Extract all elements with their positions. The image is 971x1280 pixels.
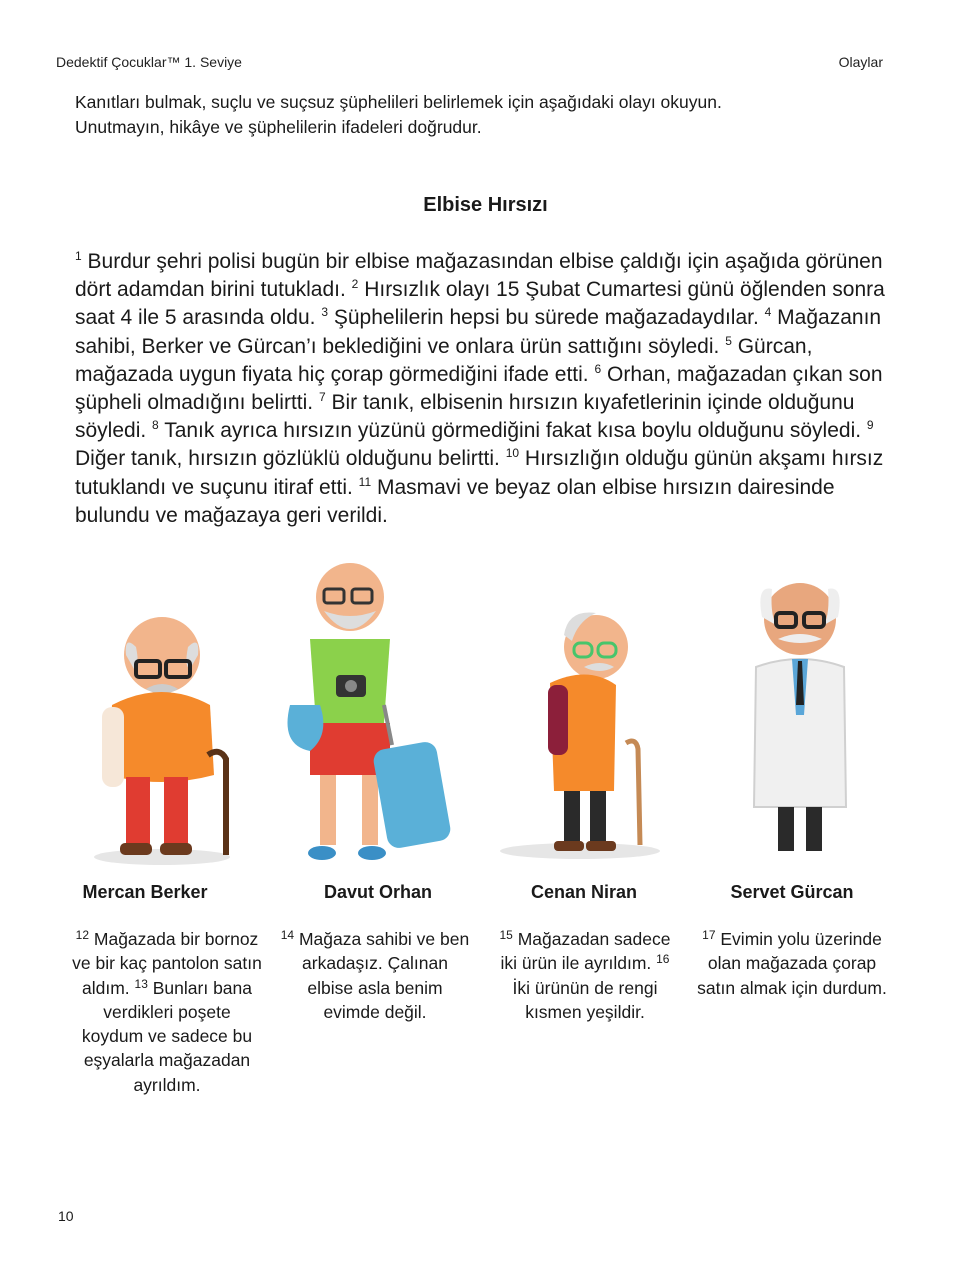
statement-sentence-text: Mağazadan sadece iki ürün ile ayrıldım. bbox=[500, 929, 671, 974]
story-sentence-text: Burdur şehri polisi bugün bir elbise mağazasından elbise çaldığı için aşağıda görünen dört adamdan birini tutukladı. bbox=[75, 250, 883, 302]
story-sentence-number: 5 bbox=[725, 333, 732, 348]
story-sentence-number: 3 bbox=[321, 305, 329, 320]
header-section: Olaylar bbox=[838, 54, 883, 70]
suspect-statement-cenan-niran bbox=[490, 927, 680, 1024]
suspect-3-illustration bbox=[490, 555, 670, 875]
statement-sentence-text: İki ürünün de rengi kısmen yeşildir. bbox=[512, 977, 658, 1022]
suspect-name-mercan-berker: Mercan Berker bbox=[82, 882, 208, 902]
statement-sentence-number: 14 bbox=[280, 928, 295, 942]
statement-sentence-number: 15 bbox=[499, 928, 513, 942]
story-sentence-text: Şüphelilerin hepsi bu sürede mağazadaydılar. bbox=[328, 306, 765, 330]
statement-sentence-number: 12 bbox=[75, 928, 90, 942]
story-sentence-number: 2 bbox=[351, 277, 359, 292]
statement-sentence-text: Evimin yolu üzerinde olan mağazada çorap satın almak için durdum. bbox=[697, 929, 887, 998]
statement-sentence-text: Mağazada bir bornoz ve bir kaç pantolon satın aldım. bbox=[72, 929, 262, 998]
story-text bbox=[75, 248, 895, 530]
suspect-1-illustration bbox=[80, 555, 240, 875]
statement-sentence-number: 13 bbox=[134, 976, 148, 991]
statement-sentence-number: 16 bbox=[656, 952, 670, 967]
story-sentence-number: 9 bbox=[866, 418, 874, 433]
story-sentence-text: Tanık ayrıca hırsızın yüzünü görmediğini fakat kısa boylu olduğunu söyledi. bbox=[158, 419, 867, 443]
story-sentence-number: 11 bbox=[358, 474, 372, 489]
suspect-2-illustration bbox=[280, 555, 460, 875]
instructions bbox=[75, 90, 875, 139]
story-sentence-number: 6 bbox=[594, 361, 602, 376]
suspect-illustrations bbox=[60, 555, 920, 875]
story-sentence-number: 4 bbox=[764, 305, 772, 320]
story-sentence-number: 7 bbox=[318, 390, 326, 405]
story-sentence-number: 1 bbox=[75, 249, 82, 263]
story-sentence-text: Diğer tanık, hırsızın gözlüklü olduğunu belirtti. bbox=[75, 447, 506, 471]
story-sentence-text: Bir tanık, elbisenin hırsızın kıyafetlerinin içinde olduğunu söyledi. bbox=[75, 391, 855, 443]
header-book-title: Dedektif Çocuklar™ 1. Seviye bbox=[56, 54, 242, 70]
story-sentence-number: 10 bbox=[505, 446, 520, 461]
story-sentence-text: Hırsızlığın olduğu günün akşamı hırsız tutuklandı ve suçunu itiraf etti. bbox=[75, 447, 884, 499]
suspect-statement-servet-gurcan bbox=[697, 927, 887, 1000]
suspect-name-cenan-niran: Cenan Niran bbox=[530, 882, 638, 902]
statement-sentence-text: Bunları bana verdikleri poşete koydum ve sadece bu eşyalarla mağazadan ayrıldım. bbox=[81, 977, 253, 1095]
story-sentence-text: Orhan, mağazadan çıkan son şüpheli olmadığını belirtti. bbox=[75, 362, 883, 415]
story-sentence-text: Mağazanın sahibi, Berker ve Gürcan’ı beklediğini ve onlara ürün sattığını söyledi. bbox=[75, 306, 882, 358]
story-sentence-number: 8 bbox=[152, 418, 159, 433]
suspect-name-servet-gurcan: Servet Gürcan bbox=[730, 882, 854, 902]
suspect-statement-davut-orhan bbox=[280, 927, 470, 1024]
instructions-line-1: Kanıtları bulmak, suçlu ve suçsuz şüphelileri belirlemek için aşağıdaki olayı okuyun. bbox=[75, 92, 722, 112]
story-title: Elbise Hırsızı bbox=[423, 194, 548, 216]
suspect-statement-mercan-berker bbox=[72, 927, 262, 1097]
statement-sentence-text: Mağaza sahibi ve ben arkadaşız. Çalınan elbise asla benim evimde değil. bbox=[294, 929, 470, 1022]
suspect-4-illustration bbox=[720, 555, 880, 875]
story-sentence-text: Gürcan, mağazada uygun fiyata hiç çorap görmediğini ifade etti. bbox=[75, 334, 813, 386]
instructions-line-2: Unutmayın, hikâye ve şüphelilerin ifadeleri doğrudur. bbox=[75, 116, 482, 137]
suspect-name-davut-orhan: Davut Orhan bbox=[323, 882, 433, 902]
story-sentence-text: Hırsızlık olayı 15 Şubat Cumartesi günü öğlenden sonra saat 4 ile 5 arasında oldu. bbox=[75, 278, 885, 330]
page-number: 10 bbox=[58, 1208, 74, 1224]
story-sentence-text: Masmavi ve beyaz olan elbise hırsızın dairesinde bulundu ve mağazaya geri verildi. bbox=[75, 475, 835, 527]
statement-sentence-number: 17 bbox=[702, 928, 716, 942]
